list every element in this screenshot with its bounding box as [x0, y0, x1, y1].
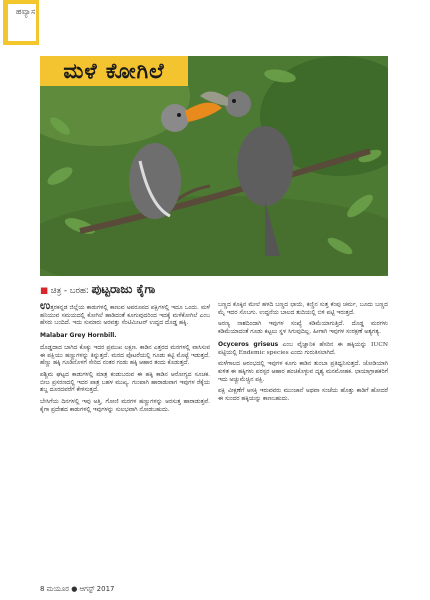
paragraph: ಬೇಸಿಗೆಯ ದಿನಗಳಲ್ಲಿ ಇವು ಅತ್ತಿ, ಗೋಣಿ ಮರಗಳ ಹಣ್ಣುಗಳನ್ನು ಅರಸುತ್ತ ಹಾರಾಡುತ್ತವೆ. ಕೈಗಾ ಪ್ರದೇಶದ ಕಾಡುಗಳಲ್ಲಿ ಇವುಗಳನ್ನು ಸುಲಭವಾಗಿ ನೋಡಬಹುದು.	[40, 399, 210, 413]
paragraph: ದೊಡ್ಡದಾದ ಬಾಗಿದ ಕೊಕ್ಕು ಇದರ ಪ್ರಮುಖ ಲಕ್ಷಣ. ಕಾಡಿನ ಎತ್ತರದ ಮರಗಳಲ್ಲಿ ವಾಸಿಸುವ ಈ ಪಕ್ಷಿಯು ಹಣ್ಣುಗಳನ್ನು ತಿನ್ನುತ್ತದೆ. ಮರದ ಪೊಟರೆಯಲ್ಲಿ ಗೂಡು ಕಟ್ಟಿ ಮೊಟ್ಟೆ ಇಡುತ್ತದೆ. ಹೆಣ್ಣು ಹಕ್ಕಿ ಗೂಡಿನೊಳಗೆ ಸೇರಿದ ನಂತರ ಗಂಡು ಹಕ್ಕಿ ಆಹಾರ ತಂದು ಕೊಡುತ್ತದೆ.	[40, 344, 210, 367]
paragraph: ಪಕ್ಷಿ ವೀಕ್ಷಣೆಗೆ ಆಸಕ್ತಿ ಇರುವವರು ಮುಂಜಾನೆ ಅಥವಾ ಸಂಜೆಯ ಹೊತ್ತು ಕಾಡಿಗೆ ಹೋದರೆ ಈ ಸುಂದರ ಹಕ್ಕಿಯನ್ನು ಕಾಣಬಹುದು.	[218, 388, 388, 403]
paragraph: ಅರಣ್ಯ ನಾಶದಿಂದಾಗಿ ಇವುಗಳ ಸಂಖ್ಯೆ ಕಡಿಮೆಯಾಗುತ್ತಿದೆ. ದೊಡ್ಡ ಮರಗಳು ಕಡಿಮೆಯಾದಂತೆ ಗೂಡು ಕಟ್ಟಲು ಸ್ಥಳ ಸಿಗುವುದಿಲ್ಲ. ಹೀಗಾಗಿ ಇವುಗಳ ಸಂರಕ್ಷಣೆ ಅತ್ಯಗತ್ಯ.	[218, 321, 388, 336]
paragraph: ಮಳೆಗಾಲದ ಆರಂಭದಲ್ಲಿ ಇವುಗಳ ಕೂಗು ಕಾಡಿನ ತುಂಬಾ ಪ್ರತಿಧ್ವನಿಸುತ್ತದೆ. ಜೋಡಿಯಾಗಿ ಕುಳಿತ ಈ ಹಕ್ಕಿಗಳು ಪರಸ್ಪರ ಆಹಾರ ಹಂಚಿಕೊಳ್ಳುವ ದೃಶ್ಯ ಮನಮೋಹಕ. ಛಾಯಾಗ್ರಾಹಕರಿಗೆ ಇದು ಅಚ್ಚುಮೆಚ್ಚಿನ ಪಕ್ಷಿ.	[218, 361, 388, 383]
drop-cap: ಉ	[40, 302, 51, 312]
credit-prefix: ಚಿತ್ರ - ಬರಹ:	[50, 286, 89, 296]
paragraph: ಬಣ್ಣದ ಕೊಕ್ಕಿನ ಮೇಲೆ ಹಳದಿ ಬಣ್ಣದ ಛಾಯೆ, ಕಣ್ಣಿನ ಸುತ್ತ ಕೆಂಪು ಚರ್ಮ, ಬೂದು ಬಣ್ಣದ ಮೈ ಇದರ ಸೊಬಗು. ಉದ್ದನೆಯ ಬಾಲದ ತುದಿಯಲ್ಲಿ ಬಿಳಿ ಪಟ್ಟಿ ಇರುತ್ತದೆ.	[218, 302, 388, 316]
text-column-right	[218, 302, 388, 578]
paragraph: Ocyceros griseus ಎಂಬ ವೈಜ್ಞಾನಿಕ ಹೆಸರಿನ ಈ ಹಕ್ಕಿಯನ್ನು IUCN ಪಟ್ಟಿಯಲ್ಲಿ Endemic species ಎಂದು ಗುರುತಿಸಲಾಗಿದೆ.	[218, 340, 388, 356]
page-footer: 8 ಮಯೂರ ● ಆಗಸ್ಟ್ 2017	[40, 585, 115, 593]
bullet-icon: ■	[40, 286, 49, 296]
byline	[40, 282, 155, 297]
paragraph: ಪಶ್ಚಿಮ ಘಟ್ಟದ ಕಾಡುಗಳಲ್ಲಿ ಮಾತ್ರ ಕಂಡುಬರುವ ಈ ಹಕ್ಕಿ ಕಾಡಿನ ಆರೋಗ್ಯದ ಸೂಚಕ. ಬೀಜ ಪ್ರಸರಣದಲ್ಲಿ ಇದರ ಪಾತ್ರ ಬಹಳ ಮುಖ್ಯ. ಗುಂಪಾಗಿ ಹಾರಾಡುವಾಗ ಇವುಗಳ ರೆಕ್ಕೆಯ ಶಬ್ದ ದೂರದವರೆಗೆ ಕೇಳಿಸುತ್ತದೆ.	[40, 371, 210, 394]
author-name: ಪುಟ್ಟರಾಜು ಕೈಗಾ	[91, 282, 156, 296]
paragraph: ಉತ್ತರಕನ್ನಡ ಜಿಲ್ಲೆಯ ಕಾಡುಗಳಲ್ಲಿ ಕಾಣುವ ಅಪರೂಪದ ಪಕ್ಷಿಗಳಲ್ಲಿ ಇದೂ ಒಂದು. ಮಳೆ ಹನಿಯುವ ಸಮಯದಲ್ಲಿ ಕೋಗಿಲೆ ಹಾಡಿದಂತೆ ಕೂಗುವುದರಿಂದ ಇದಕ್ಕೆ ಮಳೆಕೋಗಿಲೆ ಎಂಬ ಹೆಸರು ಬಂದಿದೆ. ಇದು ಸುಮಾರು ಅರವತ್ತು ಸೆಂಟಿಮೀಟರ್ ಉದ್ದದ ದೊಡ್ಡ ಹಕ್ಕಿ.	[40, 302, 210, 328]
text-column-left	[40, 302, 210, 578]
section-label: ಹವ್ಯಾಸ	[16, 7, 36, 16]
article-title: ಮಳೆ ಕೋಗಿಲೆ	[40, 56, 188, 86]
hornbill-photo	[40, 56, 388, 276]
subheading: Malabar Grey Hornbill.	[40, 332, 117, 340]
